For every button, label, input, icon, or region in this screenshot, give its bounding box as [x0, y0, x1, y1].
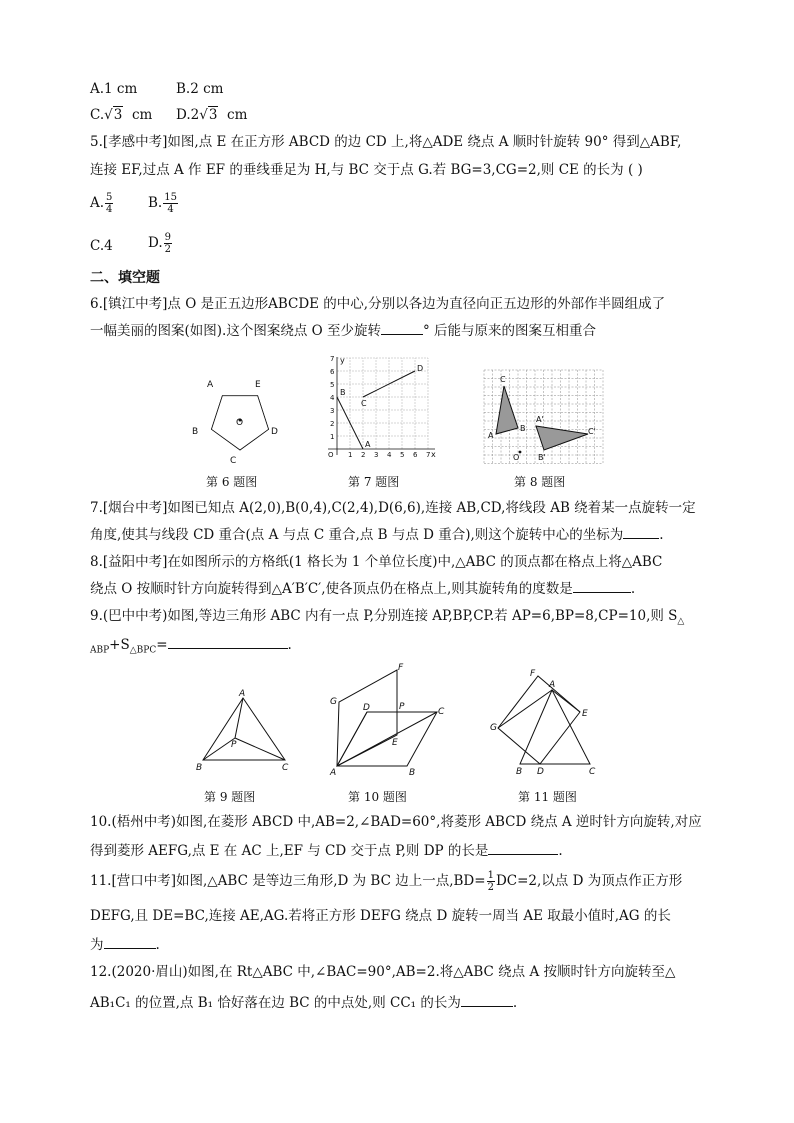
label-c1: C'	[588, 427, 596, 436]
triangle-abc	[520, 690, 590, 764]
label-e: E	[392, 738, 398, 748]
label-f: F	[398, 663, 404, 673]
segment-ae	[552, 690, 580, 712]
label-e: E	[582, 709, 588, 719]
q9-line2: $_{ABP}+S_{\triangle BPC}=$ .	[90, 634, 292, 661]
label-a1: A'	[536, 415, 544, 424]
figure-6-caption: 第 6 题图	[206, 475, 258, 489]
label-c: C	[438, 707, 445, 717]
q5-option-b: B. $\frac{15}{4}$	[148, 192, 177, 215]
q5-option-d: D. $\frac{9}{2}$	[148, 232, 172, 255]
x-tick-label: 2	[361, 451, 366, 459]
q11-line2: DEFG,且 DE=BC,连接 AE,AG.若将正方形 DEFG 绕点 D 旋转一周当 AE 取最小值时,AG 的长	[90, 908, 671, 924]
label-b: B	[409, 768, 416, 778]
label-p: P	[399, 702, 405, 712]
q8-line2: 绕点 O 按顺时针方向旋转得到△A′B′C′,使各顶点仍在格点上,则其旋转角的度数是 .	[90, 578, 635, 599]
x-tick-label: 1	[348, 451, 353, 459]
answer-blank[interactable]	[461, 992, 513, 1007]
origin-label: O	[328, 451, 334, 459]
q11-line3: 为 .	[90, 934, 160, 955]
answer-blank[interactable]	[168, 634, 288, 649]
label-a: A	[330, 768, 337, 778]
label-a: A	[207, 380, 214, 390]
q12-line1: 12.(2020·眉山)如图,在 Rt△ABC 中,∠BAC=90°,AB=2.将△ABC 绕点 A 按顺时针方向旋转至△	[90, 964, 676, 980]
q5-line1: 5.[孝感中考]如图,点 E 在正方形 ABCD 的边 CD 上,将△ADE 绕点 A 顺时针旋转 90° 得到△ABF,	[90, 134, 682, 150]
answer-blank[interactable]	[104, 934, 156, 949]
q6-line1: 6.[镇江中考]点 O 是正五边形ABCDE 的中心,分别以各边为直径向正五边形的外部作半圆组成了	[90, 296, 666, 312]
label-b1: B'	[538, 453, 546, 462]
q11-line1: 11.[营口中考]如图,△ABC 是等边三角形,D 为 BC 边上一点,BD= $\frac{1}{2}$ DC=2,以点 D 为顶点作正方形	[90, 870, 683, 893]
x-tick-label: 5	[400, 451, 405, 459]
q5-option-c: C.4	[90, 238, 113, 254]
y-tick-label: 3	[330, 407, 335, 415]
q5-option-a: A. $\frac{5}{4}$	[90, 192, 113, 215]
figure-11-caption: 第 11 题图	[518, 790, 577, 804]
y-tick-label: 4	[330, 394, 335, 402]
label-o: O	[236, 418, 244, 428]
y-tick-label: 2	[330, 420, 335, 428]
q4-option-a: A.1 cm	[90, 81, 138, 97]
label-a: A	[549, 680, 556, 690]
q4-option-b: B.2 cm	[176, 81, 224, 97]
label-a: A	[239, 689, 246, 699]
figure-10-caption: 第 10 题图	[348, 790, 407, 804]
point-c-label: C	[361, 399, 367, 408]
figure-7	[320, 355, 440, 460]
q4-option-c: C.√3 cm	[90, 107, 153, 123]
y-tick-label: 7	[330, 355, 335, 363]
figure-9	[195, 690, 295, 775]
label-d: D	[363, 703, 370, 713]
figure-8	[480, 368, 605, 466]
figure-11	[490, 668, 605, 776]
label-b: B	[196, 763, 203, 773]
figure-8-caption: 第 8 题图	[514, 475, 566, 489]
q8-line1: 8.[益阳中考]在如图所示的方格纸(1 格长为 1 个单位长度)中,△ABC 的顶点都在格点上将△ABC	[90, 554, 663, 570]
y-tick-label: 6	[330, 368, 335, 376]
x-tick-label: 7	[426, 451, 431, 459]
label-f: F	[530, 669, 536, 679]
q4-option-d: D.2√3 cm	[176, 107, 248, 123]
label-a: A	[488, 431, 494, 440]
answer-blank[interactable]	[623, 524, 659, 539]
label-b: B	[520, 424, 526, 433]
q10-line1: 10.(梧州中考)如图,在菱形 ABCD 中,AB=2,∠BAD=60°,将菱形 ABCD 绕点 A 逆时针方向旋转,对应	[90, 814, 702, 830]
answer-blank[interactable]	[488, 840, 558, 855]
q5-line2: 连接 EF,过点 A 作 EF 的垂线垂足为 H,与 BC 交于点 G.若 BG=3,CG=2,则 CE 的长为 ( )	[90, 162, 643, 178]
label-g: G	[490, 723, 497, 733]
rhombus-aefg	[337, 670, 397, 766]
point-b-label: B	[340, 388, 346, 397]
label-d: D	[537, 767, 544, 777]
section-heading: 二、填空题	[90, 270, 160, 286]
answer-blank[interactable]	[573, 578, 631, 593]
q10-line2: 得到菱形 AEFG,点 E 在 AC 上,EF 与 CD 交于点 P,则 DP 的长是 .	[90, 840, 563, 861]
q7-line2: 角度,使其与线段 CD 重合(点 A 与点 C 重合,点 B 与点 D 重合),则这个旋转中心的坐标为 .	[90, 524, 664, 545]
x-tick-label: 6	[413, 451, 418, 459]
triangle-abc	[496, 386, 518, 434]
figure-6	[180, 372, 300, 472]
figure-10	[325, 662, 450, 777]
point-a-label: A	[365, 440, 371, 449]
axis-y-label: y	[340, 356, 345, 365]
answer-blank[interactable]	[381, 320, 423, 335]
label-g: G	[330, 697, 337, 707]
label-d: D	[271, 427, 278, 437]
q12-line2: AB₁C₁ 的位置,点 B₁ 恰好落在边 BC 的中点处,则 CC₁ 的长为 .	[90, 992, 517, 1013]
figure-9-caption: 第 9 题图	[204, 790, 256, 804]
figure-7-caption: 第 7 题图	[348, 475, 400, 489]
label-p: P	[231, 740, 237, 750]
x-tick-label: 4	[387, 451, 392, 459]
label-c: C	[230, 456, 237, 466]
y-tick-label: 1	[330, 433, 335, 441]
label-e: E	[255, 380, 261, 390]
label-o: O	[513, 453, 520, 462]
axis-x-label: x	[431, 450, 436, 459]
y-tick-label: 5	[330, 381, 335, 389]
x-tick-label: 3	[374, 451, 379, 459]
label-c: C	[500, 375, 506, 384]
q6-line2: 一幅美丽的图案(如图).这个图案绕点 O 至少旋转 ° 后能与原来的图案互相重合	[90, 320, 596, 341]
triangle-abc	[203, 698, 285, 760]
point-d-label: D	[417, 364, 424, 373]
label-b: B	[516, 767, 523, 777]
label-c: C	[282, 763, 289, 773]
q7-line1: 7.[烟台中考]如图已知点 A(2,0),B(0,4),C(2,4),D(6,6),连接 AB,CD,将线段 AB 绕着某一点旋转一定	[90, 500, 696, 516]
label-c: C	[589, 767, 596, 777]
label-b: B	[192, 427, 199, 437]
q9-line1: 9.(巴中中考)如图,等边三角形 ABC 内有一点 P,分别连接 AP,BP,CP.若 AP=6,BP=8,CP=10,则 $S_\triangle$	[90, 608, 685, 627]
